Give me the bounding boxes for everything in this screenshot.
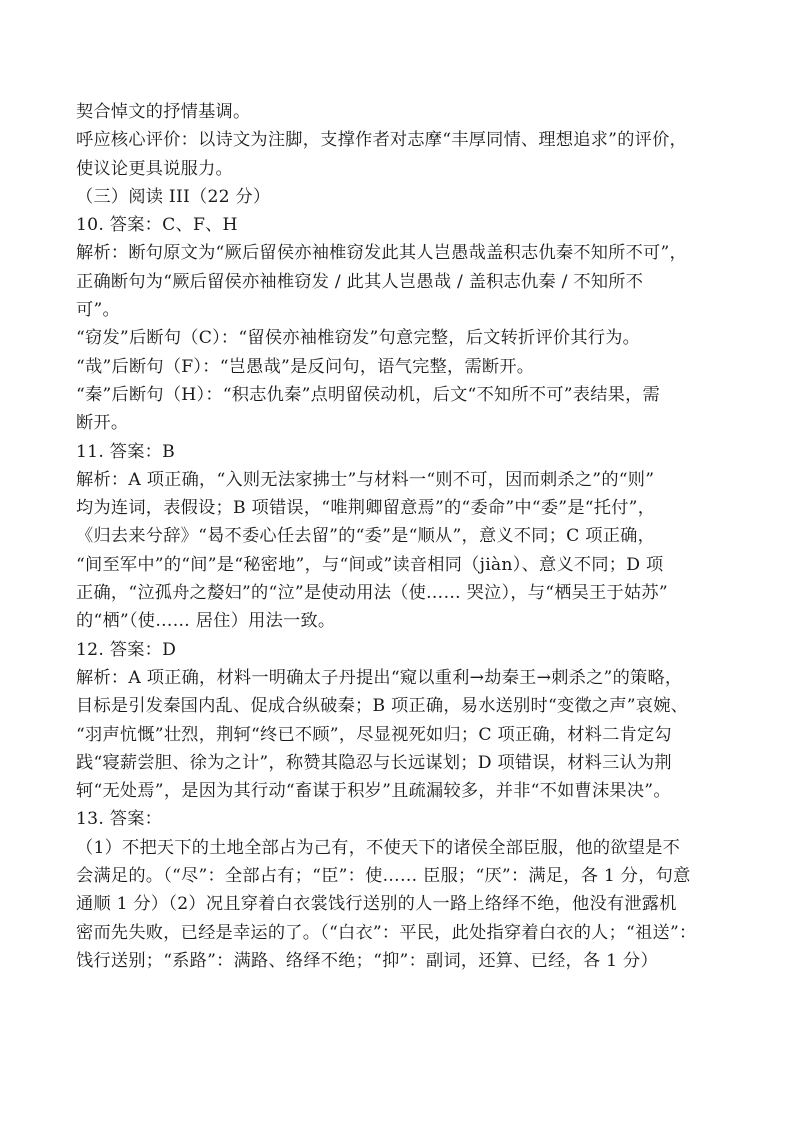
text-line: 目标是引发秦国内乱、促成合纵破秦；B 项正确，易水送别时“变徵之声”哀婉、 xyxy=(76,696,689,717)
text-line: 正确，“泣孤舟之嫠妇”的“泣”是使动用法（使…… 哭泣），与“栖吴王于姑苏” xyxy=(76,583,668,604)
answer-heading: 11. 答案：B xyxy=(76,441,175,462)
text-line: （1）不把天下的土地全部占为己有，不使天下的诸侯全部臣服，他的欲望是不 xyxy=(76,837,681,858)
answer-heading: 10. 答案：C、F、H xyxy=(76,215,238,236)
document-page xyxy=(76,98,732,975)
text-line: 通顺 1 分）（2）况且穿着白衣裳饯行送别的人一路上络绎不绝，他没有泄露机 xyxy=(76,894,677,915)
text-line: “窃发”后断句（C）：“留侯亦袖椎窃发”句意完整，后文转折评价其行为。 xyxy=(76,328,641,349)
text-line: 契合悼文的抒情基调。 xyxy=(76,102,251,122)
text-line: 呼应核心评价：以诗文为注脚，支撑作者对志摩“丰厚同情、理想追求”的评价， xyxy=(76,130,687,151)
text-line: 可”。 xyxy=(76,300,120,321)
section-heading: （三）阅读 III（22 分） xyxy=(76,186,271,207)
text-line: 践“寝薪尝胆、徐为之计”，称赞其隐忍与长远谋划；D 项错误，材料三认为荆 xyxy=(76,752,672,773)
text-line: 饯行送别；“系路”：满路、络绎不绝；“抑”：副词，还算、已经，各 1 分） xyxy=(76,950,658,971)
text-line: 《归去来兮辞》“曷不委心任去留”的“委”是“顺从”，意义不同；C 项正确， xyxy=(76,526,656,547)
answer-heading: 12. 答案：D xyxy=(76,639,177,660)
text-line: “哉”后断句（F）：“岂愚哉”是反问句，语气完整，需断开。 xyxy=(76,356,535,377)
text-line: 解析：A 项正确，材料一明确太子丹提出“窥以重利→劫秦王→刺杀之”的策略， xyxy=(76,667,683,688)
text-line: 断开。 xyxy=(76,413,129,434)
text-line: “间至军中”的“间”是“秘密地”，与“间或”读音相同（jiàn）、意义不同；D 项 xyxy=(76,554,664,575)
text-line: “羽声忼慨”壮烈，荆轲“终已不顾”，尽显视死如归；C 项正确，材料二肯定勾 xyxy=(76,724,672,745)
text-line: 会满足的。（“尽”：全部占有；“臣”：使…… 臣服；“厌”：满足，各 1 分，句意 xyxy=(76,866,691,887)
text-line: 均为连词，表假设；B 项错误，“唯荆卿留意焉”的“委命”中“委”是“托付”， xyxy=(76,498,656,519)
text-line: 解析：A 项正确，“入则无法家拂士”与材料一“则不可，因而刺杀之”的“则” xyxy=(76,469,655,490)
text-line: 正确断句为“厥后留侯亦袖椎窃发 / 此其人岂愚哉 / 盖积志仇秦 / 不知所不 xyxy=(76,271,644,292)
text-line: 轲“无处焉”，是因为其行动“畜谋于积岁”且疏漏较多，并非“不如曹沫果决”。 xyxy=(76,781,671,802)
text-line: 解析：断句原文为“厥后留侯亦袖椎窃发此其人岂愚哉盖积志仇秦不知所不可”， xyxy=(76,243,687,264)
text-line: 使议论更具说服力。 xyxy=(76,158,233,179)
text-line: 的“栖”（使…… 居住）用法一致。 xyxy=(76,611,336,632)
text-line: 密而先失败，已经是幸运的了。（“白衣”：平民，此处指穿着白衣的人；“祖送”： xyxy=(76,922,697,943)
answer-heading: 13. 答案： xyxy=(76,809,163,830)
text-line: “秦”后断句（H）：“积志仇秦”点明留侯动机，后文“不知所不可”表结果，需 xyxy=(76,384,660,405)
